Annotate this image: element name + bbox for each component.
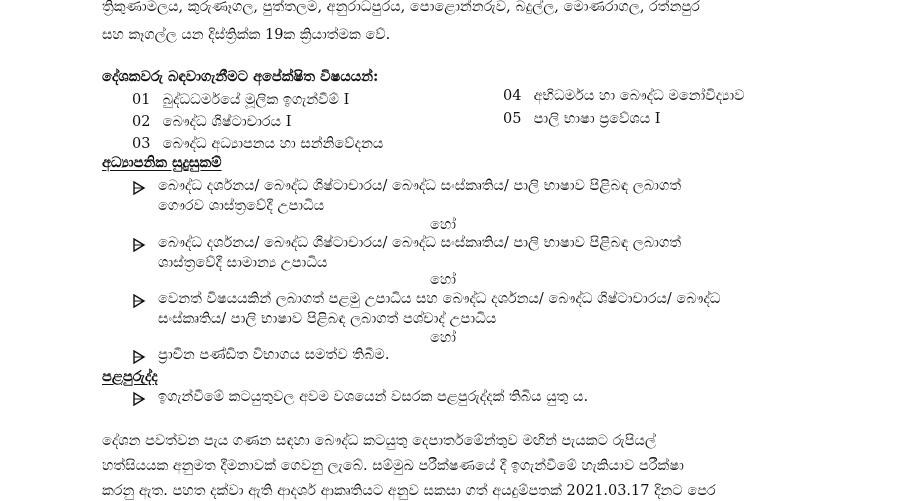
or-separator: හෝ <box>430 272 457 288</box>
subject-item <box>503 86 745 106</box>
closing-line-3: කරනු ඇත. පහත දක්වා ඇති ආදර්ශ ආකෘතියට අනුව සකසා ගත් අයදුම්පතක් 2021.03.17 දිනට පෙර <box>102 483 716 499</box>
experience-item: ඉගැන්වීමේ කටයුතුවල අවම වශයෙන් වසරක පළපුරුද්දක් තිබිය යුතු ය. <box>158 389 589 405</box>
subject-item <box>503 109 661 129</box>
qualification-line: ශාස්ත්‍රවේදී සාමාන්‍ය උපාධිය <box>158 255 328 271</box>
intro-line-1: ත්‍රිකුණාමලය, කුරුණෑගල, පුත්තලම, අනුරාධපුරය, පොළොන්නරුව, බදුල්ල, මොණරාගල, රත්නපුර <box>102 0 700 15</box>
subject-item <box>132 90 349 110</box>
arrow-bullet-icon <box>132 293 146 309</box>
arrow-bullet-icon <box>132 349 146 365</box>
subject-label: බෞද්ධ අධ්‍යාපනය හා සන්නිවේදනය <box>162 136 384 152</box>
qualification-line: සංස්කෘතිය/ පාලි භාෂාව පිළිබඳ ලබාගත් පශ්චාද් උපාධිය <box>158 311 497 327</box>
subject-label: බුද්ධධර්මයේ මූලික ඉගැන්වීම් I <box>162 92 350 108</box>
subject-item <box>132 112 291 132</box>
qualification-line: ගෞරව ශාස්ත්‍රවේදී උපාධිය <box>158 198 325 214</box>
intro-line-2: සහ කෑගල්ල යන දිස්ත්‍රික්ක 19ක ක්‍රියාත්මක වේ. <box>102 27 391 43</box>
subject-number: 04 <box>503 88 522 104</box>
subject-label: පාලි භාෂා ප්‍රවේශය I <box>533 111 661 127</box>
experience-heading: පළපුරුද්ද <box>102 368 158 385</box>
subject-number: 01 <box>132 92 151 108</box>
qualification-line: බෞද්ධ දර්ශනය/ බෞද්ධ ශිෂ්ටාචාරය/ බෞද්ධ සංස්කෘතිය/ පාලි භාෂාව පිළිබඳ ලබාගත් <box>158 178 682 194</box>
subject-number: 05 <box>503 111 522 127</box>
qualification-line: ප්‍රාචීන පණ්ඩිත විභාගය සමත්ව තිබීම. <box>158 347 390 363</box>
or-separator: හෝ <box>430 217 457 233</box>
qualification-line: බෞද්ධ දර්ශනය/ බෞද්ධ ශිෂ්ටාචාරය/ බෞද්ධ සංස්කෘතිය/ පාලි භාෂාව පිළිබඳ ලබාගත් <box>158 235 682 251</box>
qualifications-heading: අධ්‍යාපනික සුදුසුකම් <box>102 154 222 171</box>
subject-label: බෞද්ධ ශිෂ්ටාචාරය I <box>162 114 292 130</box>
qualification-line: වෙනත් විෂයයකින් ලබාගත් පළමු උපාධිය සහ බෞද්ධ දර්ශනය/ බෞද්ධ ශිෂ්ටාචාරය/ බෞද්ධ <box>158 291 721 307</box>
subjects-heading: දේශකවරු බඳවාගැනීමට අපේක්ෂිත විෂයයන්: <box>102 68 379 85</box>
closing-line-1: දේශන පවත්වන පැය ගණන සඳහා බෞද්ධ කටයුතු දෙපාර්තමේන්තුව මඟින් පැයකට රුපියල් <box>102 433 656 449</box>
arrow-bullet-icon <box>132 180 146 196</box>
subject-number: 02 <box>132 114 151 130</box>
arrow-bullet-icon <box>132 391 146 407</box>
arrow-bullet-icon <box>132 237 146 253</box>
closing-line-2: හත්සියයක අනුමත දීමනාවක් ගෙවනු ලැබේ. සම්මුඛ පරීක්ෂණයේ දී ඉගැන්වීමේ හැකියාව පරීක්ෂා <box>102 458 684 474</box>
subject-label: අභිධර්මය හා බෞද්ධ මනෝවිද්‍යාව <box>533 88 745 104</box>
or-separator: හෝ <box>430 330 457 346</box>
subject-number: 03 <box>132 136 151 152</box>
subject-item <box>132 134 383 154</box>
